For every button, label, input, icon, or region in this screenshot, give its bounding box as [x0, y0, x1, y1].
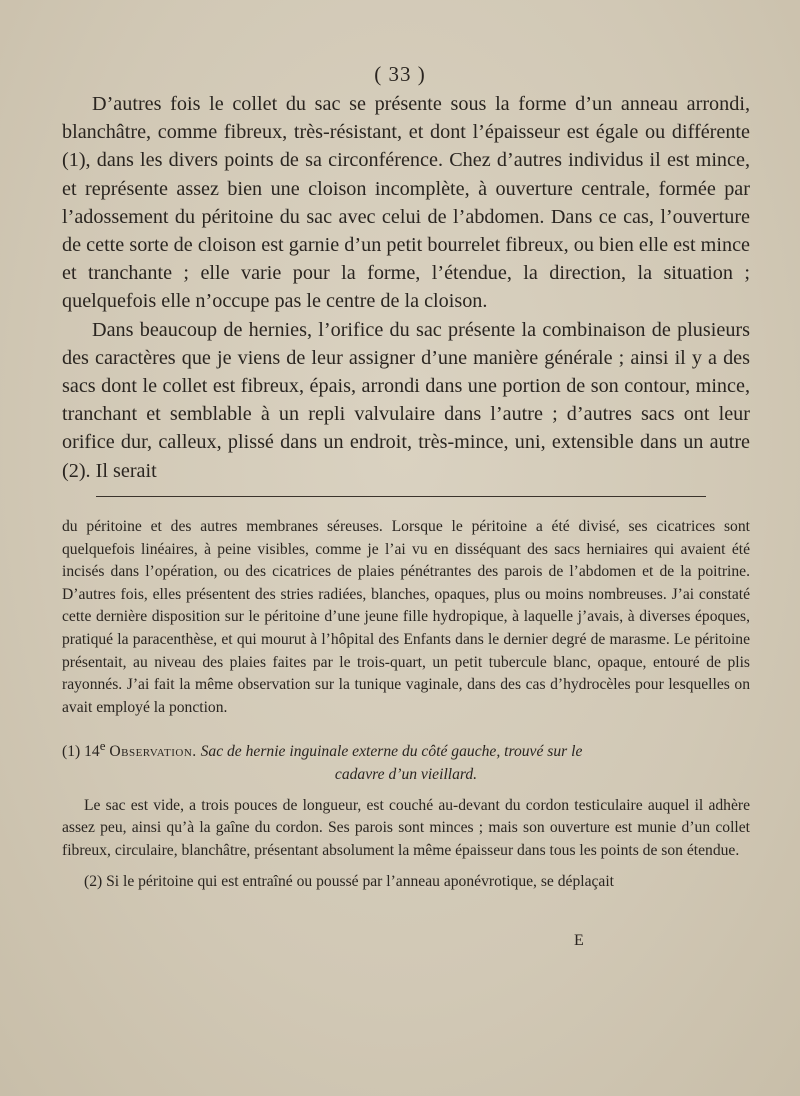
footnote-1-marker: (1) 14: [62, 743, 100, 761]
main-text: [62, 90, 750, 485]
paragraph-1: D’autres fois le collet du sac se présente sous la forme d’un anneau arrondi, blanchâtre, comme fibreux, très-résistant, et dont l’épaisseur est égale ou différente (1), dans les divers points de sa circonférence. Chez d’autres individus il est mince, et représente assez bien une cloison incomplète, à ouverture centrale, formée par l’adossement du péritoine du sac avec celui de l’abdomen. Dans ce cas, l’ouverture de cette sorte de cloison est garnie d’un petit bourrelet fibreux, ou bien elle est mince et tranchante ; elle varie pour la forme, l’étendue, la direction, la situation ; quelquefois elle n’occupe pas le centre de la cloison.: [62, 93, 750, 313]
footnote-2: (2) Si le péritoine qui est entraîné ou poussé par l’anneau aponévrotique, se déplaçait: [84, 872, 615, 890]
footnote-separator: [96, 496, 706, 497]
footnote-1-subtitle: cadavre d’un vieillard.: [334, 766, 478, 784]
signature-mark: E: [574, 932, 584, 949]
footnote-1-title: Sac de hernie inguinale externe du côté gauche, trouvé sur le: [200, 743, 583, 761]
footnote-1-superscript: e: [99, 738, 106, 754]
footnote-1-heading: [62, 735, 750, 764]
footnote-continuation: du péritoine et des autres membranes séreuses. Lorsque le péritoine a été divisé, ses cicatrices sont quelquefois linéaires, à peine visibles, comme je l’ai vu en disséquant des sacs herniaires qui avaient été incisés dans l’opération, ou des cicatrices de plaies pénétrantes des parois de l’abdomen et de la poitrine. D’autres fois, elles présentent des stries radiées, blanches, opaques, plus ou moins nombreuses. J’ai constaté cette dernière disposition sur le péritoine d’une jeune fille hydropique, à laquelle j’avais, à diverses époques, pratiqué la paracenthèse, et qui mourut à l’hôpital des Enfants dans le dernier degré de marasme. Le péritoine présentait, au niveau des plaies faites par le trois-quart, un petit tubercule blanc, opaque, entouré de plis rayonnés. J’ai fait la même observation sur la tunique vaginale, dans des cas d’hydrocèles pour lesquelles on avait employé la ponction.: [62, 518, 750, 716]
footnote-1-label: Observation.: [109, 743, 197, 761]
paragraph-2: Dans beaucoup de hernies, l’orifice du sac présente la combinaison de plusieurs des caractères que je viens de leur assigner d’une manière générale ; ainsi il y a des sacs dont le collet est fibreux, épais, arrondi dans une portion de son contour, mince, tranchant et semblable à un repli valvulaire dans l’autre ; d’autres sacs ont leur orifice dur, calleux, plissé dans un endroit, très-mince, uni, extensible dans un autre (2). Il serait: [62, 318, 750, 482]
footnote-1-text: Le sac est vide, a trois pouces de longueur, est couché au-devant du cordon testiculaire auquel il adhère assez peu, ainsi qu’à la gaîne du cordon. Ses parois sont minces ; mais son ouverture est munie d’un collet fibreux, circulaire, blanchâtre, présentant absolument la même épaisseur dans tous les points de son étendue.: [62, 796, 750, 859]
page-number: ( 33 ): [374, 62, 426, 86]
footnotes: [62, 516, 750, 893]
